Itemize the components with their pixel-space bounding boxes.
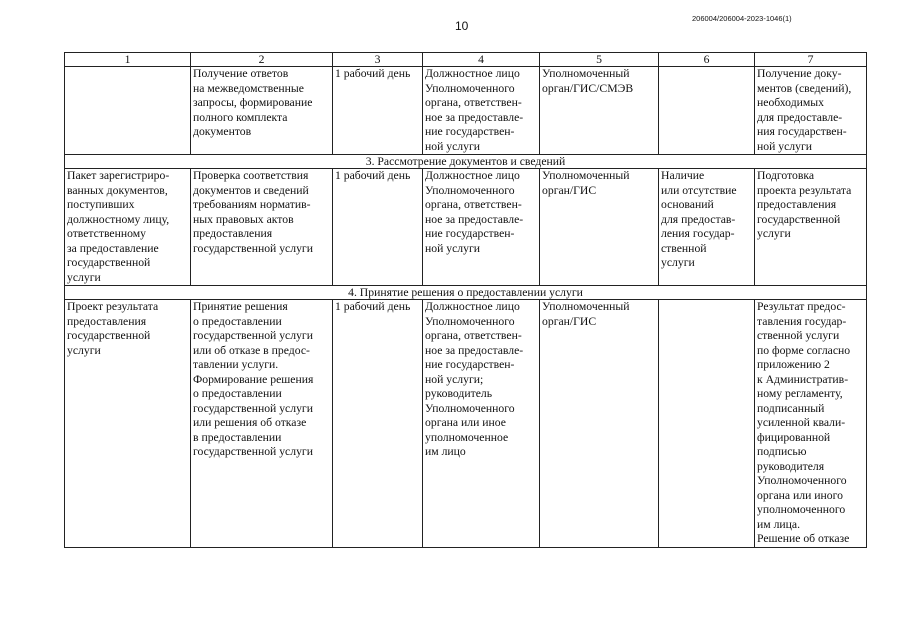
cell-text-line: ванных документов, (67, 183, 168, 197)
cell-text-line: государственной услуги (193, 401, 313, 415)
cell-text-line: государственной услуги (193, 445, 313, 458)
cell-text-line: услуги (67, 343, 101, 357)
cell-text-line: государственной (757, 212, 841, 226)
cell-text-line: государственной услуги (193, 329, 313, 342)
cell-text-line: ных правовых актов (193, 212, 294, 226)
cell-text-line: органа, ответствен- (425, 329, 522, 342)
cell-text-line: запросы, формирование (193, 96, 313, 109)
cell-text-line: поступивших (67, 198, 135, 211)
cell-text-line: на межведомственные (193, 81, 304, 95)
table-cell (540, 67, 659, 155)
cell-text-line: Уполномоченного (425, 81, 515, 95)
cell-text-line: ной услуги (425, 139, 481, 153)
cell-text-line: требованиям норматив- (193, 198, 311, 211)
table-row (65, 67, 867, 155)
cell-text-line: тавлении услуги. (193, 358, 279, 371)
table-cell (755, 300, 867, 548)
table-cell (65, 67, 191, 155)
cell-text-line: ной услуги (425, 241, 481, 255)
cell-text-line: по форме согласно (757, 343, 851, 357)
cell-text-line: ной услуги; (425, 372, 484, 386)
cell-text-line: Формирование решения (193, 372, 314, 386)
cell-text-line: к Административ- (757, 372, 849, 386)
table-cell (755, 169, 867, 286)
cell-text-line: Получение доку- (757, 67, 842, 80)
cell-text-line: или об отказе в предос- (193, 343, 310, 357)
cell-text-line: Пакет зарегистриро- (67, 169, 170, 182)
cell-text-line: Должностное лицо (425, 169, 520, 182)
cell-text-line: ние государствен- (425, 358, 515, 371)
column-number: 1 (65, 53, 191, 67)
cell-text-line: Уполномоченный (542, 67, 630, 80)
cell-text-line: органа или иного (757, 488, 843, 502)
document-id: 206004/206004-2023-1046(1) (692, 14, 792, 23)
cell-text-line: для предостав- (661, 212, 736, 226)
cell-text-line: предоставления (193, 227, 273, 240)
section-header: 3. Рассмотрение документов и сведений (65, 155, 867, 169)
cell-text-line: о предоставлении (193, 314, 282, 328)
cell-text-line: полного комплекта (193, 110, 288, 124)
section-header: 4. Принятие решения о предоставлении услуги (65, 286, 867, 300)
cell-text-line: ментов (сведений), (757, 81, 852, 95)
cell-text-line: Уполномоченного (757, 474, 847, 487)
cell-text-line: ления государ- (661, 227, 735, 240)
column-number-row (65, 53, 867, 67)
cell-text-line: органа, ответствен- (425, 198, 522, 211)
column-number: 5 (540, 53, 659, 67)
cell-text-line: государственной (67, 256, 151, 269)
cell-text-line: усиленной квали- (757, 416, 846, 429)
cell-text-line: необходимых (757, 96, 824, 109)
table-cell (333, 300, 423, 548)
table-cell (659, 67, 755, 155)
cell-text-line: Проект результата (67, 300, 159, 313)
column-number: 7 (755, 53, 867, 67)
cell-text-line: Уполномоченного (425, 401, 515, 415)
cell-text-line: ние государствен- (425, 227, 515, 240)
cell-text-line: должностному лицу, (67, 212, 170, 226)
table-cell (191, 67, 333, 155)
cell-text-line: Уполномоченного (425, 183, 515, 197)
column-number: 4 (423, 53, 540, 67)
cell-text-line: Получение ответов (193, 67, 289, 80)
table-cell (65, 169, 191, 286)
cell-text-line: уполномоченного (757, 503, 846, 516)
cell-text-line: ственной услуги (757, 329, 840, 342)
cell-text-line: орган/ГИС (542, 314, 597, 328)
table-cell (540, 169, 659, 286)
cell-text-line: документов и сведений (193, 183, 309, 197)
table-cell (755, 67, 867, 155)
table-cell (659, 300, 755, 548)
cell-text-line: органа, ответствен- (425, 96, 522, 109)
cell-text-line: в предоставлении (193, 430, 282, 444)
cell-text-line: Должностное лицо (425, 300, 520, 313)
cell-text-line: ное за предоставле- (425, 110, 524, 124)
cell-text-line: органа или иное (425, 416, 506, 429)
cell-text-line: Подготовка (757, 169, 815, 182)
table-cell (333, 169, 423, 286)
cell-text-line: 1 рабочий день (335, 67, 411, 80)
cell-text-line: проекта результата (757, 183, 852, 197)
cell-text-line: услуги (661, 256, 695, 269)
table-cell (191, 300, 333, 548)
cell-text-line: Принятие решения (193, 300, 288, 313)
cell-text-line: предоставления (67, 314, 147, 328)
cell-text-line: тавления государ- (757, 314, 847, 328)
cell-text-line: предоставления (757, 198, 837, 211)
cell-text-line: ному регламенту, (757, 387, 843, 400)
cell-text-line: уполномоченное (425, 430, 509, 444)
cell-text-line: или отсутствие (661, 183, 737, 197)
cell-text-line: Решение об отказе (757, 532, 850, 545)
cell-text-line: подписью (757, 445, 807, 458)
cell-text-line: государственной (67, 329, 151, 342)
cell-text-line: фицированной (757, 430, 831, 444)
cell-text-line: им лица. (757, 517, 801, 531)
cell-text-line: приложению 2 (757, 358, 830, 371)
cell-text-line: документов (193, 125, 252, 138)
cell-text-line: руководитель (425, 387, 493, 400)
table-cell (191, 169, 333, 286)
column-number: 3 (333, 53, 423, 67)
cell-text-line: ние государствен- (425, 125, 515, 138)
cell-text-line: Наличие (661, 169, 705, 182)
cell-text-line: Должностное лицо (425, 67, 520, 80)
cell-text-line: ное за предоставле- (425, 212, 524, 226)
cell-text-line: 1 рабочий день (335, 300, 411, 313)
regulation-table (64, 52, 867, 548)
cell-text-line: ния государствен- (757, 125, 847, 138)
cell-text-line: за предоставление (67, 241, 159, 255)
cell-text-line: им лицо (425, 445, 466, 458)
cell-text-line: орган/ГИС/СМЭВ (542, 81, 634, 95)
table-cell (423, 300, 540, 548)
column-number: 6 (659, 53, 755, 67)
cell-text-line: ное за предоставле- (425, 343, 524, 357)
section-header-row (65, 155, 867, 169)
table-cell (540, 300, 659, 548)
cell-text-line: Уполномоченный (542, 300, 630, 313)
cell-text-line: услуги (757, 227, 791, 240)
cell-text-line: Уполномоченного (425, 314, 515, 328)
cell-text-line: ственной (661, 241, 707, 255)
cell-text-line: ответственному (67, 227, 146, 240)
table-cell (65, 300, 191, 548)
cell-text-line: или решения об отказе (193, 416, 307, 429)
cell-text-line: государственной услуги (193, 241, 313, 255)
table-cell (659, 169, 755, 286)
cell-text-line: подписанный (757, 401, 825, 415)
cell-text-line: Уполномоченный (542, 169, 630, 182)
cell-text-line: Проверка соответствия (193, 169, 309, 182)
table-row (65, 169, 867, 286)
cell-text-line: оснований (661, 198, 714, 211)
section-header-row (65, 286, 867, 300)
table-cell (423, 169, 540, 286)
cell-text-line: руководителя (757, 459, 825, 473)
column-number: 2 (191, 53, 333, 67)
cell-text-line: для предоставле- (757, 110, 843, 124)
cell-text-line: о предоставлении (193, 387, 282, 400)
cell-text-line: Результат предос- (757, 300, 846, 313)
cell-text-line: орган/ГИС (542, 183, 597, 197)
table-cell (333, 67, 423, 155)
cell-text-line: ной услуги (757, 139, 813, 153)
cell-text-line: 1 рабочий день (335, 169, 411, 182)
page-number: 10 (455, 19, 469, 33)
table-cell (423, 67, 540, 155)
table-row (65, 300, 867, 548)
cell-text-line: услуги (67, 270, 101, 284)
